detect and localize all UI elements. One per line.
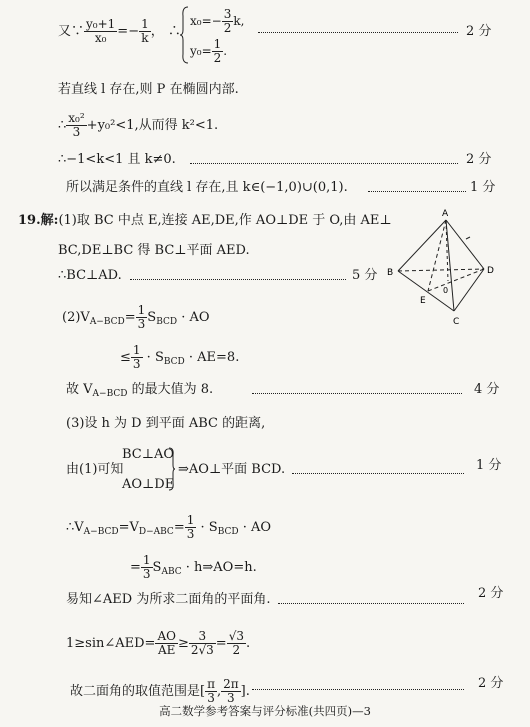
score-label: 2 分 — [478, 676, 504, 691]
dotted-leader — [278, 603, 464, 604]
sys-text: x₀=− — [190, 14, 222, 28]
comma: ， — [150, 24, 164, 39]
perp-statement-2: AO⊥DE — [122, 477, 175, 492]
score-label: 2 分 — [466, 152, 492, 167]
line-ellipse-interior: 若直线 l 存在,则 P 在椭圆内部. — [58, 82, 239, 97]
fraction-one-third — [131, 344, 143, 371]
frac-num: π — [207, 677, 215, 691]
geq-text: ≥ — [177, 636, 189, 651]
line-k-range: ∴−1<k<1 且 k≠0. — [58, 152, 176, 167]
sys-tail: k, — [233, 14, 245, 28]
tick-mark — [466, 237, 470, 239]
sine-prefix: 1≥sin∠AED= — [66, 636, 156, 651]
q19-part1-line3: ∴BC⊥AD. — [58, 268, 122, 283]
dotted-leader — [258, 32, 458, 33]
q19-part2-line3 — [66, 382, 213, 402]
label-O: 0 — [443, 286, 449, 295]
eq-text: = — [215, 636, 227, 651]
eq-text: = — [130, 560, 141, 575]
eq-text: = — [124, 310, 136, 325]
fraction-y0 — [84, 18, 117, 45]
eq-text: = — [173, 520, 185, 535]
fraction-one-third — [141, 554, 153, 581]
tail-text: · AO — [177, 310, 210, 325]
volume-symbol: (2)V — [62, 310, 90, 325]
because-text: 又∵ — [58, 24, 85, 39]
subscript: BCD — [163, 357, 185, 367]
edge-AD — [446, 220, 484, 269]
frac-den: 2√3 — [190, 643, 214, 657]
q19-part3-range — [70, 678, 250, 705]
edge-AB — [398, 220, 446, 271]
frac-den: 3 — [227, 691, 235, 705]
known-prefix: 由(1)可知 — [66, 462, 124, 477]
system-eq-1 — [190, 8, 244, 35]
area-symbol: · S — [196, 520, 218, 535]
inequality-tail: +y₀²<1,从而得 k²<1. — [86, 118, 219, 133]
tail-text: · h⇒AO=h. — [181, 560, 257, 575]
frac-num: 1 — [186, 513, 195, 527]
therefore-text: ∴ — [58, 118, 67, 133]
frac-num: 1 — [142, 553, 151, 567]
q19-part3-line1: (3)设 h 为 D 到平面 ABC 的距离, — [66, 416, 266, 431]
frac-den: 3 — [72, 125, 81, 139]
frac-den: 3 — [132, 357, 141, 371]
q19-part1-line1 — [18, 213, 392, 229]
range-prefix: 故二面角的取值范围是[ — [70, 684, 206, 699]
q19-part3-angle: 易知∠AED 为所求二面角的平面角. — [66, 592, 271, 607]
line-conclusion: 所以满足条件的直线 l 存在,且 k∈(−1,0)∪(0,1). — [66, 180, 348, 195]
frac-den: 2 — [213, 51, 222, 65]
frac-num: 1 — [132, 343, 141, 357]
sys-text: y₀= — [190, 44, 212, 58]
score-label: 2 分 — [478, 586, 504, 601]
period: . — [245, 636, 251, 651]
q19-part3-volume — [66, 514, 271, 541]
frac-num: 1 — [141, 17, 149, 31]
frac-num: 1 — [137, 303, 146, 317]
frac-num: 3 — [223, 7, 232, 21]
frac-den: 3 — [142, 567, 151, 581]
q19-part2-line2 — [120, 344, 239, 371]
dotted-leader — [368, 191, 466, 192]
score-label: 1 分 — [476, 458, 502, 473]
subscript: BCD — [217, 527, 239, 537]
therefore-v: ∴V — [66, 520, 84, 535]
fraction-x0sq — [66, 112, 86, 139]
label-D: D — [487, 266, 494, 276]
fraction-one-third — [185, 514, 197, 541]
fraction — [212, 38, 224, 65]
score-label: 1 分 — [470, 180, 496, 195]
tail-text: · AO — [238, 520, 272, 535]
tetrahedron-figure — [386, 205, 506, 330]
question-number: 19. — [18, 213, 41, 228]
subscript: D−ABC — [138, 527, 174, 537]
score-label: 4 分 — [474, 382, 500, 397]
edge-AC — [446, 220, 454, 311]
solution-label: 解: — [40, 213, 59, 228]
q19-part1-line2: BC,DE⊥BC 得 BC⊥平面 AED. — [58, 243, 250, 258]
line-inequality — [58, 112, 218, 139]
frac-den: 2 — [223, 21, 232, 35]
frac-num: √3 — [228, 629, 244, 643]
perp-statement-1: BC⊥AO — [122, 447, 175, 462]
page-footer: 高二数学参考答案与评分标准(共四页)—3 — [159, 704, 371, 718]
frac-den: 2 — [232, 643, 241, 657]
sys-tail: . — [223, 44, 228, 58]
subscript: A−BCD — [89, 317, 125, 327]
label-C: C — [453, 317, 460, 327]
segment-AE — [428, 220, 446, 291]
max-tail: 的最大值为 8. — [127, 382, 214, 397]
dotted-leader — [292, 473, 464, 474]
eq-v: =V — [118, 520, 139, 535]
dotted-leader — [130, 279, 346, 280]
area-symbol: · S — [142, 350, 164, 365]
frac-num: 3 — [189, 630, 216, 644]
max-prefix: 故 V — [66, 382, 93, 397]
q19-part2-line1 — [62, 304, 210, 331]
subscript: A−BCD — [83, 527, 119, 537]
area-symbol: S — [147, 310, 157, 325]
eq-text: =− — [117, 24, 140, 39]
fraction — [222, 8, 234, 35]
label-A: A — [442, 209, 449, 219]
fraction-2pi3 — [221, 678, 241, 705]
dotted-leader — [252, 689, 464, 690]
perp-conclusion: ⇒AO⊥平面 BCD. — [178, 462, 286, 477]
fraction — [189, 630, 216, 657]
edge-BD — [398, 269, 484, 271]
frac-den: AE — [157, 643, 176, 657]
fraction-1k — [139, 18, 151, 45]
frac-den: x₀ — [94, 31, 107, 45]
range-end: ]. — [240, 684, 250, 699]
frac-num: y₀+1 — [86, 17, 116, 31]
frac-den: 3 — [137, 317, 146, 331]
part1-text: (1)取 BC 中点 E,连接 AE,DE,作 AO⊥DE 于 O,由 AE⊥ — [58, 213, 392, 228]
q19-part3-sine — [66, 630, 250, 657]
therefore-text: ∴ — [167, 24, 181, 39]
leq-text: ≤ — [120, 350, 131, 365]
system-brace — [179, 6, 189, 64]
fraction-one-third — [136, 304, 148, 331]
dotted-leader — [252, 393, 462, 394]
frac-num: 2π — [223, 677, 239, 691]
fraction-ao-ae — [155, 630, 178, 657]
fraction — [227, 630, 246, 657]
score-label: 2 分 — [466, 24, 492, 39]
subscript: ABC — [161, 567, 182, 577]
score-label: 5 分 — [352, 268, 378, 283]
area-symbol: S — [152, 560, 162, 575]
frac-num: 1 — [213, 37, 222, 51]
frac-num: x₀² — [68, 111, 85, 125]
q19-part3-height — [130, 554, 257, 581]
comma: , — [216, 684, 222, 699]
subscript: A−BCD — [92, 389, 128, 399]
q19-part3-known — [66, 462, 123, 478]
system-eq-2 — [190, 38, 227, 65]
frac-num: AO — [157, 629, 176, 643]
tail-text: · AE=8. — [184, 350, 240, 365]
subscript: BCD — [156, 317, 178, 327]
frac-den: 3 — [186, 527, 195, 541]
label-B: B — [387, 268, 394, 278]
frac-den: k — [141, 31, 149, 45]
label-E: E — [420, 296, 426, 306]
dotted-leader — [190, 163, 458, 164]
frac-den: 3 — [207, 691, 215, 705]
implication-brace — [168, 447, 176, 491]
line-slope-condition — [58, 18, 181, 45]
fraction-pi3 — [205, 678, 217, 705]
